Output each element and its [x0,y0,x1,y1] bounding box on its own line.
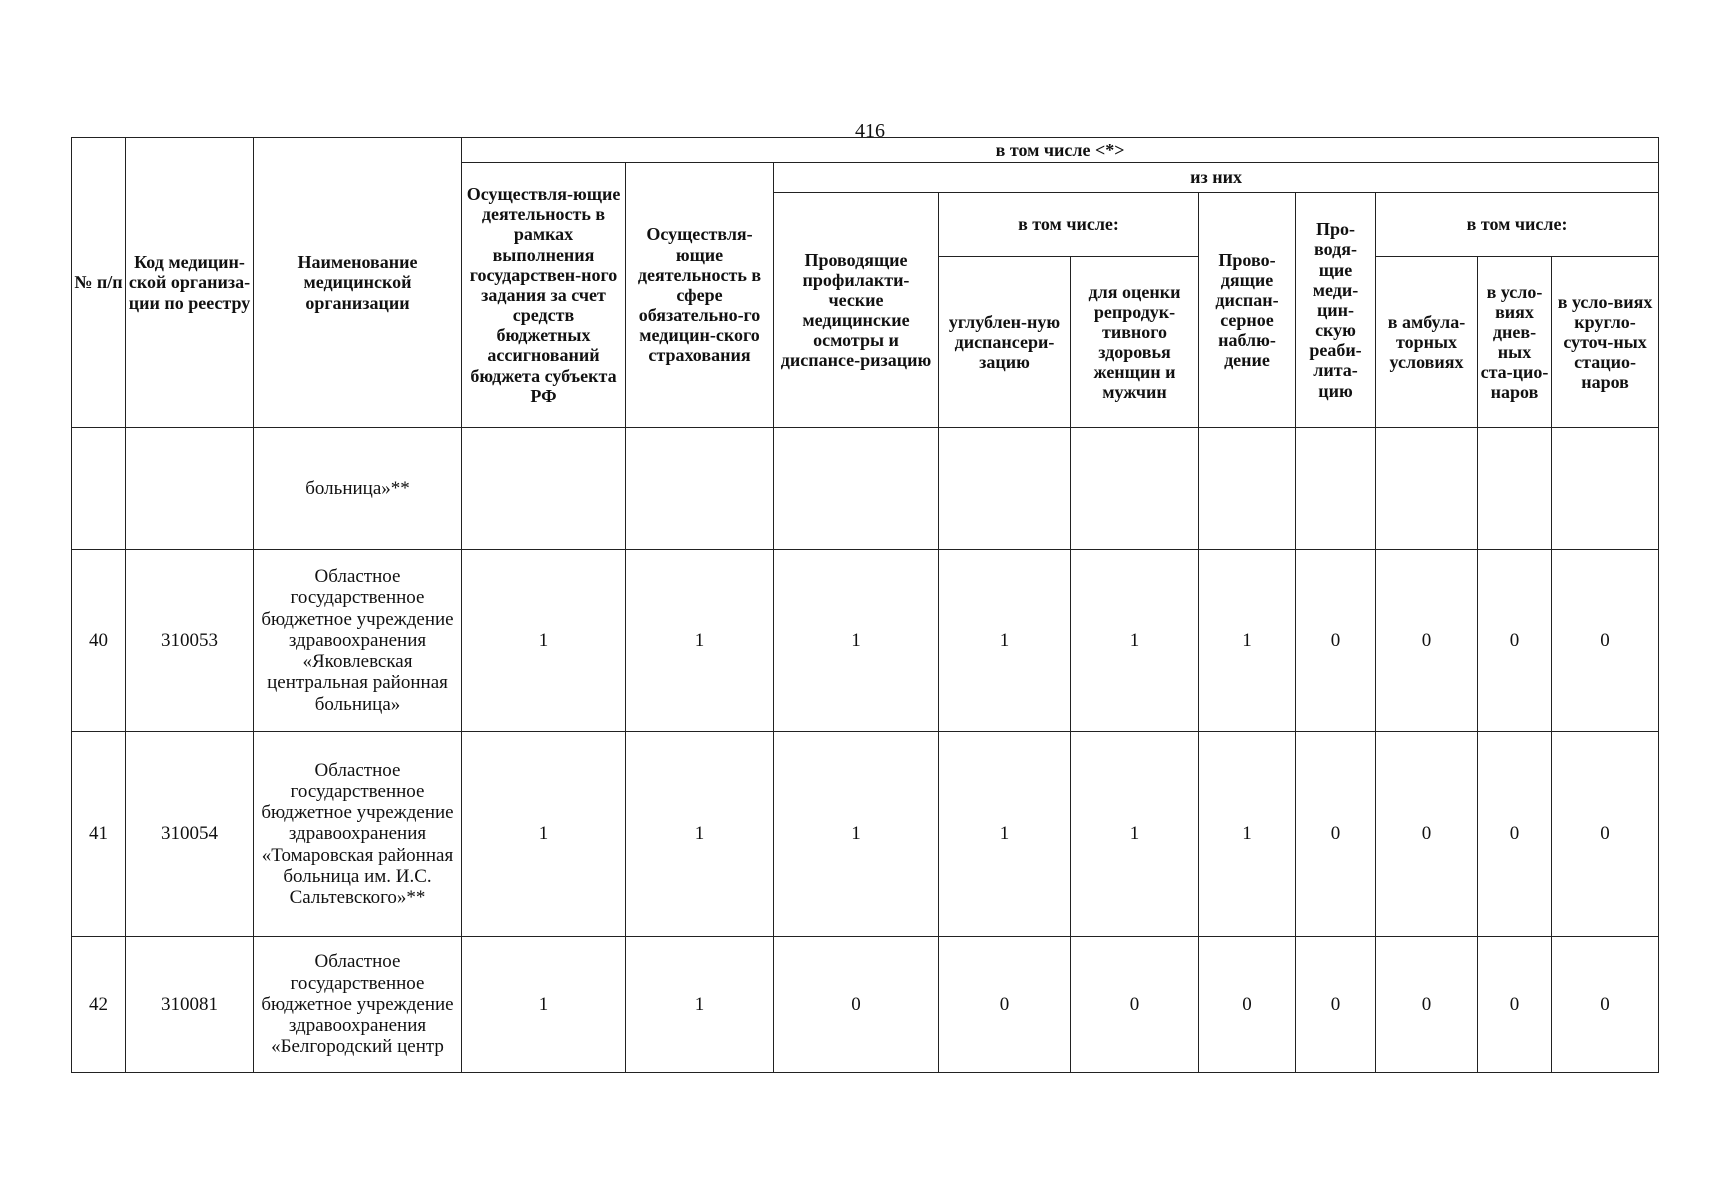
row-value: 0 [1071,937,1199,1073]
header-reproductive: для оценки репродук-тивного здоровья женщин и мужчин [1071,257,1199,428]
row-code [126,428,254,550]
header-day-hosp: в усло-виях днев-ных ста-цио-наров [1478,257,1552,428]
row-value [1071,428,1199,550]
row-value: 1 [1071,550,1199,732]
table-row [72,937,1659,1073]
row-num: 40 [72,550,126,732]
row-value [1478,428,1552,550]
row-org-name: Областное государственное бюджетное учреждение здравоохранения «Томаровская районная больница им. И.С. Сальтевского»** [254,732,462,937]
organizations-table [71,137,1659,1073]
row-value: 0 [1296,550,1376,732]
row-value [1199,428,1296,550]
row-value: 1 [939,550,1071,732]
header-state-task: Осуществля-ющие деятельность в рамках выполнения государствен-ного задания за счет средств бюджетных ассигнований бюджета субъекта РФ [462,163,626,428]
row-value [1376,428,1478,550]
row-value: 0 [1296,937,1376,1073]
row-num [72,428,126,550]
header-deep-disp: углублен-ную диспансери-зацию [939,257,1071,428]
header-group-of-them: из них [774,163,1659,193]
table-row [72,428,1659,550]
row-value: 1 [462,550,626,732]
header-rehab: Про-водя-щие меди-цин-скую реаби-лита-цию [1296,193,1376,428]
header-name: Наименование медицинской организации [254,138,462,428]
row-value: 1 [626,550,774,732]
row-value: 0 [1478,732,1552,937]
row-value: 0 [1478,937,1552,1073]
row-value: 1 [939,732,1071,937]
header-disp-obs: Прово-дящие диспан-серное наблю-дение [1199,193,1296,428]
row-value: 1 [1199,550,1296,732]
header-code: Код медицин-ской организа-ции по реестру [126,138,254,428]
row-org-name: больница»** [254,428,462,550]
row-value: 0 [774,937,939,1073]
header-oms: Осуществля-ющие деятельность в сфере обязательно-го медицин-ского страхования [626,163,774,428]
row-num: 41 [72,732,126,937]
row-code: 310053 [126,550,254,732]
header-group-incl-2: в том числе: [1376,193,1659,257]
row-value: 0 [1376,732,1478,937]
header-group-including: в том числе <*> [462,138,1659,163]
row-code: 310054 [126,732,254,937]
header-ambulatory: в амбула-торных условиях [1376,257,1478,428]
header-num: № п/п [72,138,126,428]
row-value: 1 [462,732,626,937]
header-row-1 [72,138,1659,163]
row-num: 42 [72,937,126,1073]
row-value: 0 [1552,732,1659,937]
row-value: 0 [1478,550,1552,732]
header-group-incl-1: в том числе: [939,193,1199,257]
row-value: 0 [1552,550,1659,732]
table-row [72,550,1659,732]
row-value [1552,428,1659,550]
row-value: 1 [1199,732,1296,937]
header-prof-exams: Проводящие профилакти-ческие медицинские осмотры и диспансе-ризацию [774,193,939,428]
row-value: 0 [1376,550,1478,732]
row-value: 0 [1296,732,1376,937]
header-round-hosp: в усло-виях кругло-суточ-ных стацио-наров [1552,257,1659,428]
row-value: 0 [1199,937,1296,1073]
row-value: 1 [462,937,626,1073]
row-org-name: Областное государственное бюджетное учреждение здравоохранения «Белгородский центр [254,937,462,1073]
row-value: 1 [1071,732,1199,937]
page-number: 416 [855,120,885,142]
row-value: 0 [1376,937,1478,1073]
table-row [72,732,1659,937]
row-value [1296,428,1376,550]
row-value: 1 [626,732,774,937]
row-value [626,428,774,550]
row-value: 1 [774,550,939,732]
row-value: 1 [626,937,774,1073]
row-org-name: Областное государственное бюджетное учреждение здравоохранения «Яковлевская центральная районная больница» [254,550,462,732]
row-value: 0 [939,937,1071,1073]
row-value [462,428,626,550]
row-value [774,428,939,550]
row-value: 1 [774,732,939,937]
row-value: 0 [1552,937,1659,1073]
row-value [939,428,1071,550]
row-code: 310081 [126,937,254,1073]
